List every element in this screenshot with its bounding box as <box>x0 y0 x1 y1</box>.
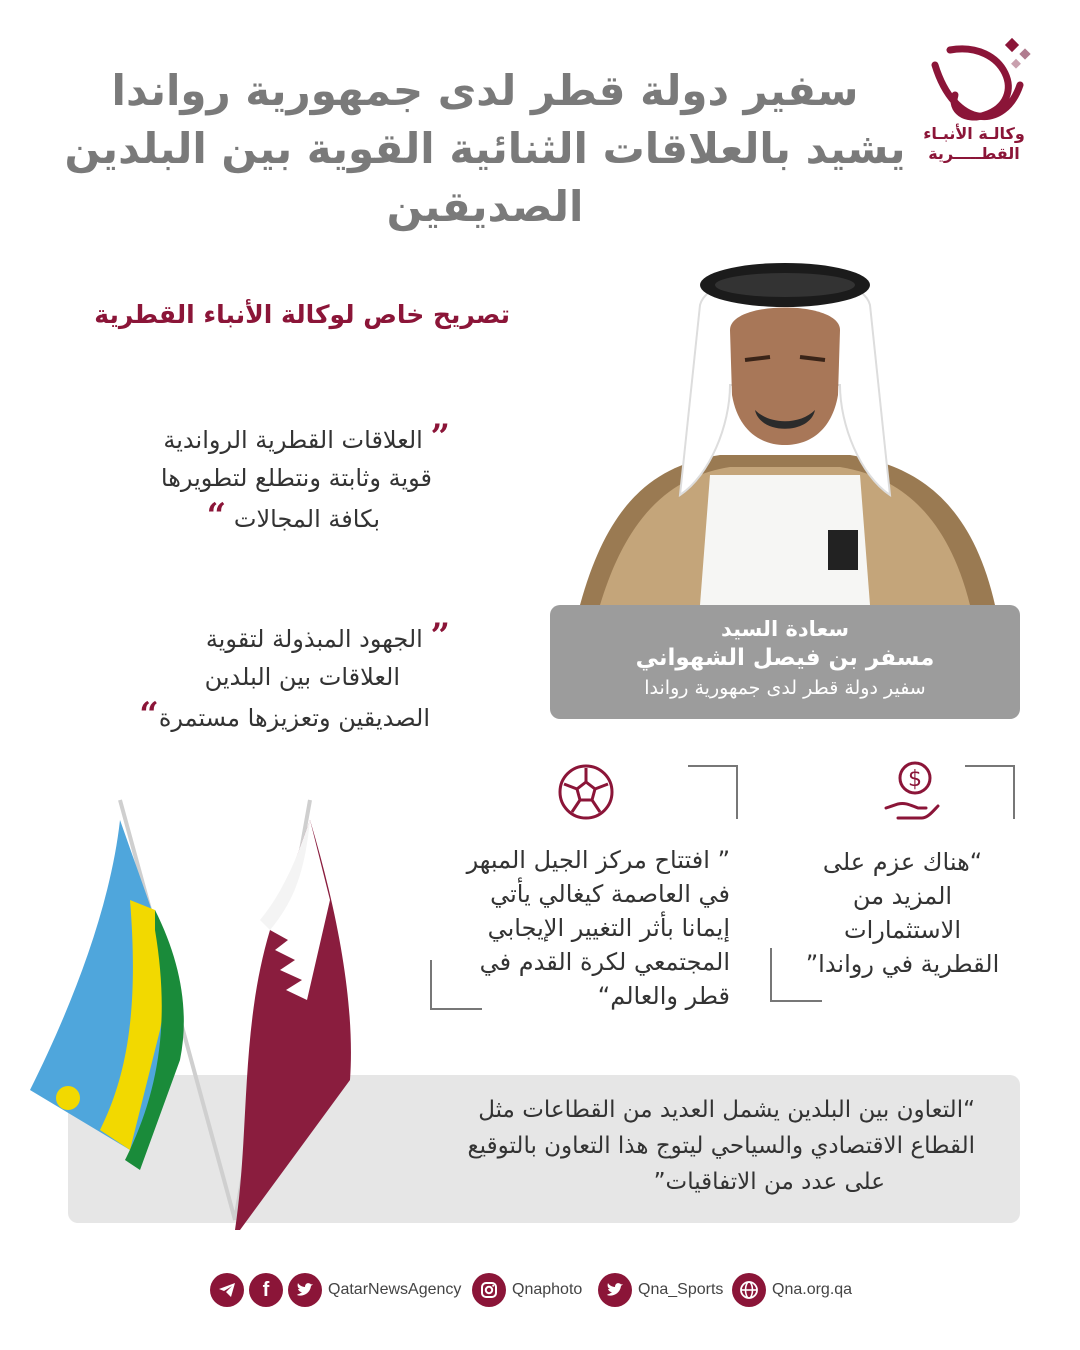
quote-2-line-3: الصديقين وتعزيزها مستمرة <box>158 704 430 732</box>
football-line-4: المجتمعي لكرة القدم في <box>479 948 730 976</box>
rwanda-flag <box>30 820 184 1170</box>
social-group-photo <box>472 1272 582 1308</box>
handle-agency[interactable]: QatarNewsAgency <box>328 1281 462 1298</box>
logo-text <box>915 124 1033 164</box>
headline: سفير دولة قطر لدى جمهورية رواندا يشيد بالعلاقات الثنائية القوية بين البلدين الصديقين <box>64 66 906 231</box>
bottom-quote-line-3: على عدد من الاتفاقيات” <box>653 1169 885 1195</box>
globe-icon[interactable] <box>732 1273 766 1307</box>
money-hand-icon <box>882 758 940 826</box>
investment-line-2: المزيد من <box>852 882 953 910</box>
investment-line-1: “هناك عزم على <box>822 848 983 876</box>
logo-text-line1: وكالـة الأنبـاء <box>923 124 1025 143</box>
quote-2-line-1: الجهود المبذولة لتقوية <box>205 625 423 653</box>
football-line-1: ” افتتاح مركز الجيل المبهر <box>466 846 730 874</box>
quote-open-mark: ” <box>430 417 450 457</box>
quote-close-mark: “ <box>206 496 227 536</box>
quote-1-line-3: بكافة المجالات <box>233 505 380 533</box>
bottom-quote <box>400 1092 975 1200</box>
quote-2-line-2: العلاقات بين البلدين <box>204 663 400 691</box>
football-line-2: في العاصمة كيغالي يأتي <box>490 880 730 908</box>
investment-line-4: القطرية في رواندا” <box>805 950 1000 978</box>
football-icon <box>556 762 616 822</box>
investment-quote <box>790 845 1015 981</box>
name-card-name: مسفر بن فيصل الشهواني <box>635 645 935 671</box>
quote-1 <box>120 418 450 538</box>
social-group-sports <box>598 1272 723 1308</box>
telegram-icon[interactable] <box>210 1273 244 1307</box>
corner-bracket <box>965 765 1015 819</box>
corner-bracket <box>688 765 738 819</box>
football-quote <box>440 843 730 1013</box>
flags-illustration <box>20 790 380 1230</box>
quote-open-mark: ” <box>430 616 450 656</box>
twitter-icon[interactable] <box>598 1273 632 1307</box>
twitter-icon[interactable] <box>288 1273 322 1307</box>
quote-2 <box>100 617 460 737</box>
quote-close-mark: “ <box>139 695 159 735</box>
social-group-agency <box>210 1272 461 1308</box>
quote-1-line-1: العلاقات القطرية الرواندية <box>163 426 423 454</box>
svg-text:$: $ <box>908 767 922 792</box>
investment-line-3: الاستثمارات <box>844 916 961 944</box>
handle-photo[interactable]: Qnaphoto <box>512 1281 583 1298</box>
subtitle: تصريح خاص لوكالة الأنباء القطرية <box>94 300 510 329</box>
ambassador-portrait <box>570 245 1000 620</box>
instagram-icon[interactable] <box>472 1273 506 1307</box>
logo-text-line2: القطـــــرية <box>928 144 1020 163</box>
bottom-quote-line-2: القطاع الاقتصادي والسياحي ليتوج هذا التعاون بالتوقيع <box>467 1133 975 1159</box>
football-line-3: إيمانا بأثر التغيير الإيجابي <box>487 914 730 942</box>
football-line-5: قطر والعالم“ <box>597 982 730 1010</box>
handle-sports[interactable]: Qna_Sports <box>638 1281 724 1298</box>
website-link[interactable]: Qna.org.qa <box>772 1281 853 1298</box>
ambassador-name-card <box>550 605 1020 719</box>
name-card-title: سعادة السيد <box>720 617 850 641</box>
bottom-quote-line-1: “التعاون بين البلدين يشمل العديد من القطاعات مثل <box>478 1097 975 1123</box>
social-group-web <box>732 1272 852 1308</box>
name-card-role: سفير دولة قطر لدى جمهورية رواندا <box>644 677 926 699</box>
quote-1-line-2: قوية وثابتة ونتطلع لتطويرها <box>160 464 432 492</box>
facebook-icon[interactable]: f <box>249 1273 283 1307</box>
qatar-flag <box>235 820 351 1230</box>
